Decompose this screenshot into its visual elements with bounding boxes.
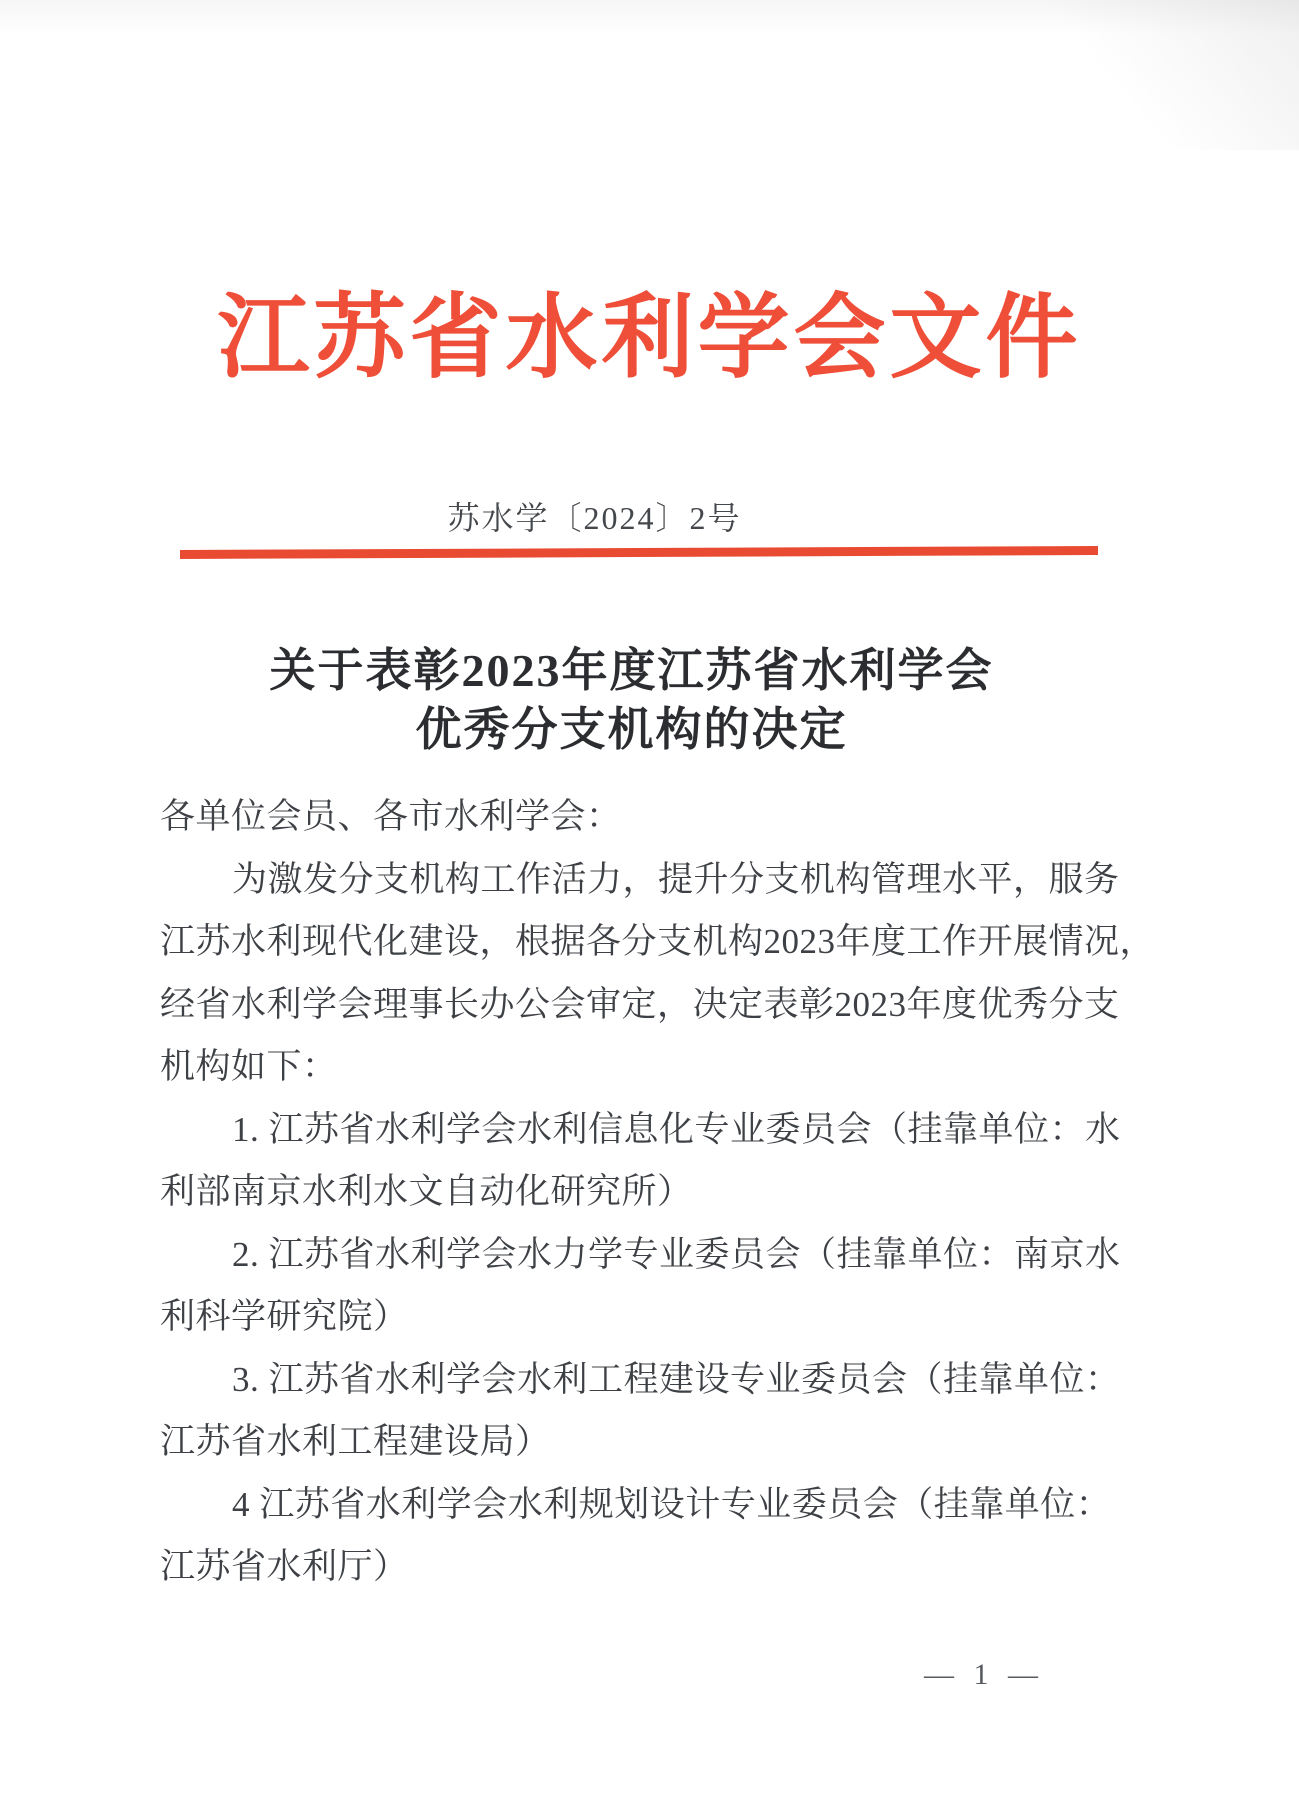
- scan-corner-shading: [959, 0, 1299, 150]
- body-line: 机构如下：: [160, 1047, 338, 1086]
- red-separator-rule: [180, 546, 1098, 559]
- body-line: 为激发分支机构工作活力，提升分支机构管理水平，服务: [232, 859, 1120, 899]
- letterhead-title: 江苏省水利学会文件: [217, 287, 1082, 389]
- document-number: 苏水学〔2024〕2号: [447, 500, 742, 536]
- body-line: 利部南京水利水文自动化研究所）: [160, 1172, 693, 1211]
- body-line-item-3: 3. 江苏省水利学会水利工程建设专业委员会（挂靠单位：: [232, 1359, 1121, 1399]
- body-line-salutation: 各单位会员、各市水利学会：: [160, 797, 622, 836]
- body-line-item-2: 2. 江苏省水利学会水力学专业委员会（挂靠单位：南京水: [232, 1234, 1121, 1274]
- page-number: — 1 —: [924, 1658, 1044, 1691]
- body-line-item-1: 1. 江苏省水利学会水利信息化专业委员会（挂靠单位：水: [232, 1109, 1121, 1149]
- body-line: 江苏省水利厅）: [160, 1547, 409, 1586]
- body-line: 江苏水利现代化建设，根据各分支机构2023年度工作开展情况，: [160, 922, 1156, 961]
- body-line: 利科学研究院）: [160, 1297, 409, 1336]
- body-line: 江苏省水利工程建设局）: [160, 1422, 551, 1461]
- document-body: [160, 786, 1156, 1599]
- document-title-line-2: 优秀分支机构的决定: [415, 704, 848, 755]
- document-title-line-1: 关于表彰2023年度江苏省水利学会: [269, 645, 994, 696]
- body-line-item-4: 4 江苏省水利学会水利规划设计专业委员会（挂靠单位：: [232, 1484, 1112, 1524]
- scan-top-shading: [0, 0, 1299, 40]
- body-line: 经省水利学会理事长办公会审定，决定表彰2023年度优秀分支: [160, 984, 1120, 1024]
- document-title: [0, 641, 1281, 759]
